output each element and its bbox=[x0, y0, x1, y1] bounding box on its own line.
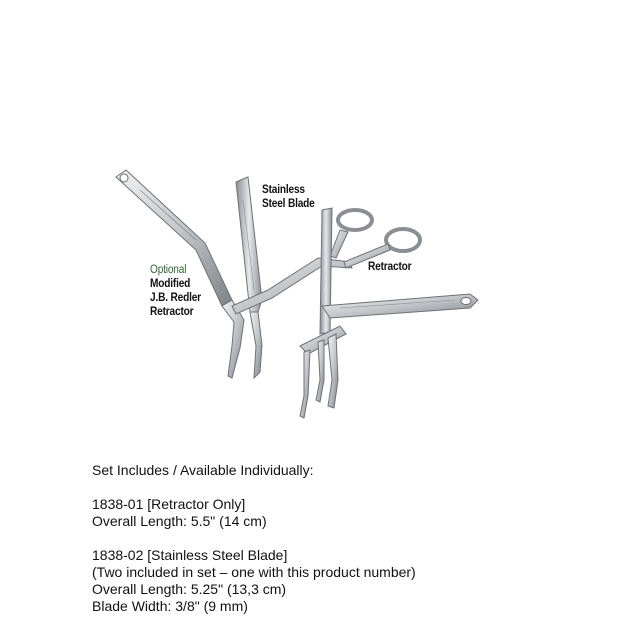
retractor-shape bbox=[300, 208, 478, 418]
item-2-title: 1838-02 [Stainless Steel Blade] bbox=[92, 547, 288, 563]
retractor-callout bbox=[368, 260, 411, 274]
item-1-length: Overall Length: 5.5" (14 cm) bbox=[92, 513, 267, 529]
item-2-width: Blade Width: 3/8" (9 mm) bbox=[92, 598, 248, 614]
retractor-label: Retractor bbox=[368, 261, 412, 273]
item-2-length: Overall Length: 5.25" (13,3 cm) bbox=[92, 581, 287, 597]
blade-label-line-1: Stainless bbox=[262, 184, 305, 196]
optional-label-line-2: J.B. Redler bbox=[150, 292, 201, 304]
optional-label-line-3: Retractor bbox=[150, 306, 194, 318]
optional-word: Optional bbox=[150, 264, 187, 276]
item-2-note: (Two included in set – one with this product number) bbox=[92, 564, 416, 580]
product-details bbox=[92, 462, 612, 615]
blade-label-line-2: Steel Blade bbox=[262, 198, 315, 210]
blade-callout bbox=[262, 183, 315, 211]
optional-callout bbox=[150, 263, 201, 319]
optional-label-line-1: Modified bbox=[150, 278, 191, 290]
item-1-title: 1838-01 [Retractor Only] bbox=[92, 496, 246, 512]
details-heading: Set Includes / Available Individually: bbox=[92, 462, 314, 478]
